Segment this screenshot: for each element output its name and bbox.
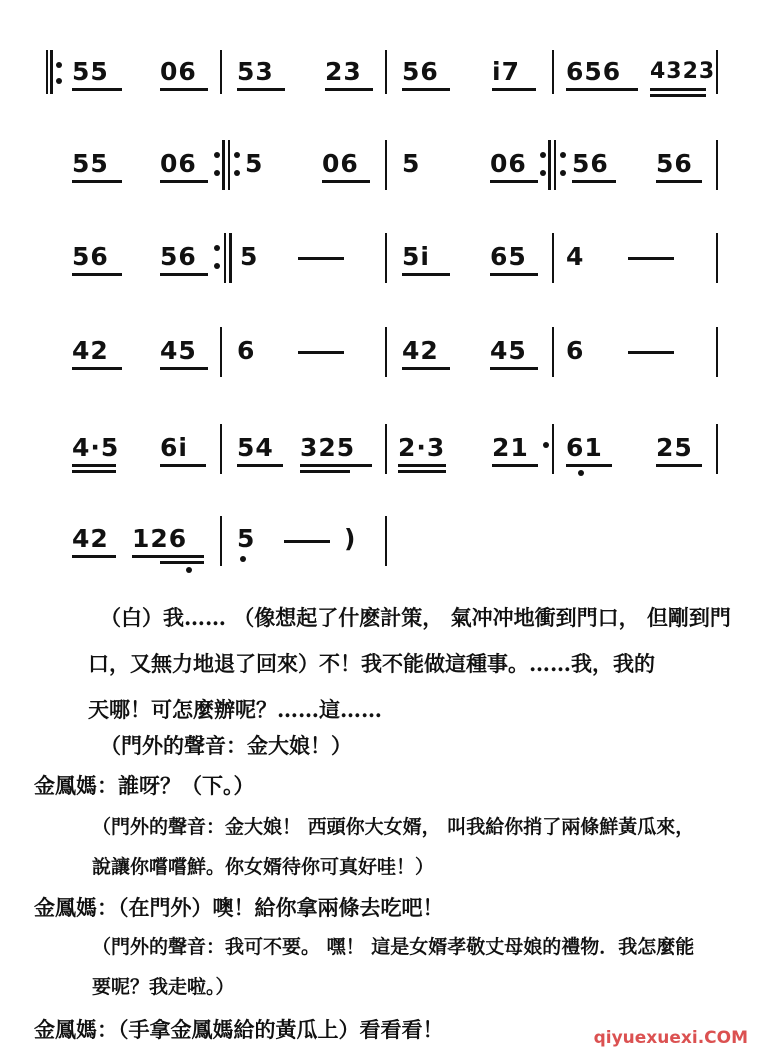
repeat-dot [540, 152, 546, 158]
note-group: 5 [402, 149, 421, 178]
repeat-bar-thick [50, 50, 53, 94]
stage-direction: （門外的聲音：金大娘！ 西頭你大女婿， 叫我給你捎了兩條鮮黃瓜來， [92, 816, 695, 838]
speaker-line: 金鳳媽：（手拿金鳳媽給的黃瓜上）看看看！ [34, 1017, 444, 1042]
eighth-underline [237, 88, 285, 91]
note-group: 55 [72, 57, 109, 86]
repeat-dot [56, 62, 62, 68]
repeat-bar-thick [229, 233, 232, 283]
repeat-dot [214, 152, 220, 158]
bar-line [552, 327, 554, 377]
note-group: 45 [490, 336, 527, 365]
eighth-underline [237, 464, 283, 467]
note-group: 42 [402, 336, 439, 365]
sixteenth-underline [650, 88, 706, 91]
stage-direction: （門外的聲音：金大娘！） [100, 733, 352, 758]
note-group: 6i [160, 433, 188, 462]
bar-line [716, 424, 718, 474]
eighth-underline [402, 367, 450, 370]
bar-line [552, 233, 554, 283]
bar-line [385, 327, 387, 377]
eighth-underline [72, 555, 116, 558]
stage-direction: （門外的聲音：我可不要。 嘿！ 這是女婿孝敬丈母娘的禮物．我怎麼能 [92, 936, 695, 958]
note-group: 54 [237, 433, 274, 462]
note-group: 4 [566, 242, 585, 271]
note-group: 56 [160, 242, 197, 271]
eighth-underline [72, 273, 122, 276]
note-group: 5 [240, 242, 259, 271]
repeat-bar-thin [46, 50, 48, 94]
repeat-bar-thick [222, 140, 225, 190]
note-group: 55 [72, 149, 109, 178]
repeat-bar-thin [554, 140, 556, 190]
bar-line [552, 424, 554, 474]
eighth-underline [160, 180, 208, 183]
note-group: 325 [300, 433, 356, 462]
eighth-underline [322, 180, 370, 183]
note-group: 06 [322, 149, 359, 178]
repeat-dot [56, 78, 62, 84]
note-group: 5 [245, 149, 264, 178]
lower-octave-dot [240, 556, 246, 562]
eighth-underline [566, 88, 638, 91]
dash-duration [628, 351, 674, 354]
note-group: 5 [237, 524, 256, 553]
note-group: 2·3 [398, 433, 446, 462]
bar-line [385, 50, 387, 94]
eighth-underline [398, 464, 446, 467]
dialogue-line: 口，又無力地退了回來）不！我不能做這種事。……我，我的 [88, 651, 655, 676]
dash-duration [628, 257, 674, 260]
bar-line [552, 50, 554, 94]
sixteenth-underline [398, 470, 446, 473]
eighth-underline [492, 88, 536, 91]
bar-line [220, 424, 222, 474]
bar-line [385, 140, 387, 190]
eighth-underline [72, 464, 116, 467]
note-group: 56 [572, 149, 609, 178]
note-group: 06 [160, 57, 197, 86]
repeat-dot [214, 263, 220, 269]
bar-line [385, 516, 387, 566]
bar-line [220, 50, 222, 94]
bar-line [385, 424, 387, 474]
eighth-underline [492, 464, 538, 467]
eighth-underline [72, 367, 122, 370]
note-group: 65 [490, 242, 527, 271]
stage-direction: 要呢？我走啦。） [92, 976, 235, 998]
dash-duration [284, 540, 330, 543]
note-group: 42 [72, 336, 109, 365]
eighth-underline [160, 464, 206, 467]
note-group: 56 [72, 242, 109, 271]
eighth-underline [72, 88, 122, 91]
note-group: 4·5 [72, 433, 120, 462]
sixteenth-underline [160, 561, 204, 564]
note-group: 56 [656, 149, 693, 178]
bar-dot [543, 442, 549, 448]
eighth-underline [572, 180, 616, 183]
bar-line [716, 233, 718, 283]
bar-line [716, 140, 718, 190]
eighth-underline [656, 180, 702, 183]
note-group: 56 [402, 57, 439, 86]
note-group: 126 [132, 524, 188, 553]
repeat-dot [560, 152, 566, 158]
note-group: 06 [490, 149, 527, 178]
lower-octave-dot [578, 470, 584, 476]
speaker-line: 金鳳媽：誰呀？（下。） [34, 773, 255, 798]
repeat-dot [560, 170, 566, 176]
eighth-underline [300, 464, 372, 467]
eighth-underline [402, 273, 450, 276]
repeat-bar-thin [228, 140, 230, 190]
repeat-bar-thin [224, 233, 226, 283]
eighth-underline [132, 555, 204, 558]
eighth-underline [490, 180, 538, 183]
closing-parenthesis: ) [344, 524, 357, 553]
note-group: 53 [237, 57, 274, 86]
lower-octave-dot [186, 567, 192, 573]
eighth-underline [402, 88, 450, 91]
eighth-underline [160, 88, 208, 91]
watermark: qiyuexuexi.COM [593, 1028, 748, 1048]
note-group: 6 [566, 336, 585, 365]
eighth-underline [490, 273, 538, 276]
dialogue-line: （白）我…… （像想起了什麽計策， 氣冲冲地衝到門口， 但剛到門 [100, 605, 731, 630]
note-group: 4323 [650, 59, 716, 84]
bar-line [716, 50, 718, 94]
bar-line [385, 233, 387, 283]
eighth-underline [160, 367, 208, 370]
note-group: 21 [492, 433, 529, 462]
note-group: 656 [566, 57, 622, 86]
sixteenth-underline [300, 470, 350, 473]
repeat-dot [540, 170, 546, 176]
eighth-underline [160, 273, 208, 276]
dash-duration [298, 257, 344, 260]
note-group: 5i [402, 242, 430, 271]
dialogue-line: 天哪！可怎麼辦呢？……這…… [88, 697, 382, 722]
eighth-underline [656, 464, 702, 467]
note-group: 25 [656, 433, 693, 462]
note-group: 61 [566, 433, 603, 462]
bar-line [716, 327, 718, 377]
repeat-dot [234, 170, 240, 176]
repeat-dot [214, 245, 220, 251]
note-group: 23 [325, 57, 362, 86]
bar-line [220, 327, 222, 377]
eighth-underline [490, 367, 538, 370]
bar-line [220, 516, 222, 566]
note-group: i7 [492, 57, 520, 86]
eighth-underline [325, 88, 373, 91]
note-group: 06 [160, 149, 197, 178]
note-group: 6 [237, 336, 256, 365]
dash-duration [298, 351, 344, 354]
sixteenth-underline [72, 470, 116, 473]
repeat-bar-thick [548, 140, 551, 190]
stage-direction: 說讓你嚐嚐鮮。你女婿待你可真好哇！） [92, 856, 435, 878]
note-group: 45 [160, 336, 197, 365]
eighth-underline [566, 464, 612, 467]
sixteenth-underline [650, 94, 706, 97]
note-group: 42 [72, 524, 109, 553]
repeat-dot [234, 152, 240, 158]
repeat-dot [214, 170, 220, 176]
eighth-underline [72, 180, 122, 183]
speaker-line: 金鳳媽：（在門外）噢！給你拿兩條去吃吧！ [34, 895, 444, 920]
